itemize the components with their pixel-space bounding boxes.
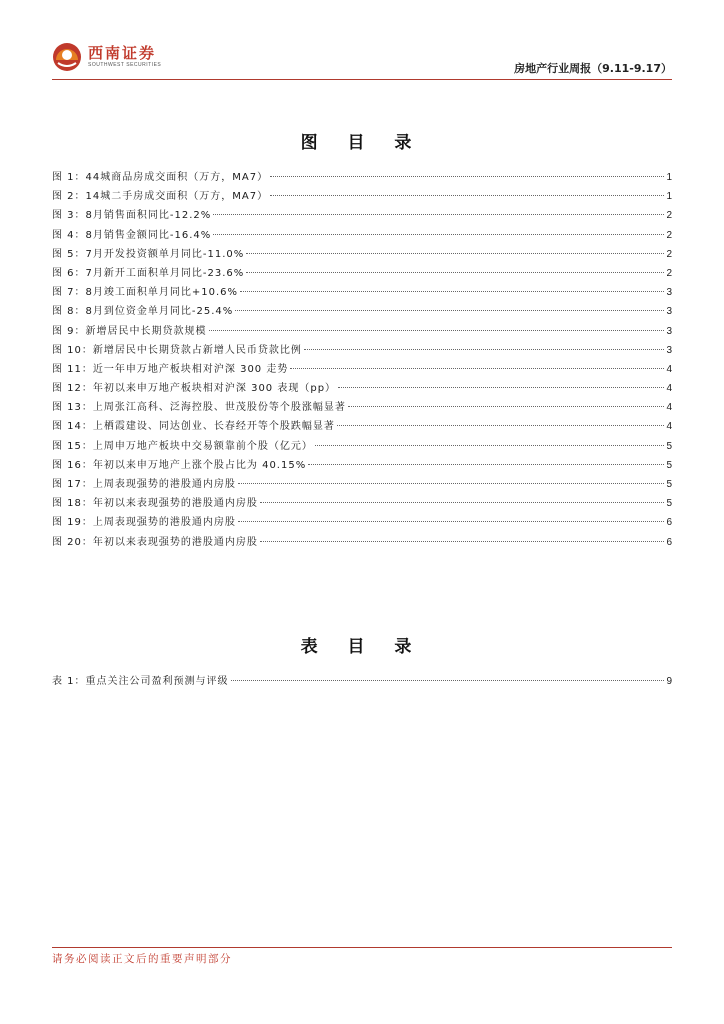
figure-toc-entry-label: 图 1：44城商品房成交面积（万方，MA7） <box>52 172 269 183</box>
figure-toc-entry[interactable] <box>52 456 672 475</box>
figure-toc-entry-page-number: 2 <box>666 267 672 279</box>
figure-toc-entry[interactable] <box>52 379 672 398</box>
dot-leader <box>304 349 665 350</box>
figure-toc-entry-page-number: 3 <box>666 306 672 318</box>
figure-toc-entry-page-number: 5 <box>666 440 672 452</box>
figure-toc-entry[interactable] <box>52 245 672 264</box>
figure-toc-entry-label: 图 4：8月销售金额同比-16.4% <box>52 229 212 241</box>
header-divider <box>52 79 672 80</box>
dot-leader <box>213 234 664 235</box>
table-toc-entry[interactable] <box>52 672 672 691</box>
figure-list-title: 图 目 录 <box>300 133 424 153</box>
figure-toc-entry-page-number: 4 <box>666 383 672 395</box>
figure-toc-entry-page-number: 2 <box>666 210 672 222</box>
figure-toc-entry[interactable] <box>52 168 672 187</box>
figure-toc-entry[interactable] <box>52 302 672 321</box>
figure-toc-entry[interactable] <box>52 187 672 206</box>
dot-leader <box>338 387 664 388</box>
figure-toc-entry-label: 图 18：年初以来表现强势的港股通内房股 <box>52 498 258 510</box>
table-list <box>52 672 672 691</box>
figure-toc-entry-label: 图 2：14城二手房成交面积（万方，MA7） <box>52 191 269 203</box>
dot-leader <box>315 445 665 446</box>
figure-toc-entry-label: 图 15：上周申万地产板块中交易额靠前个股（亿元） <box>52 440 313 452</box>
figure-toc-entry[interactable] <box>52 533 672 552</box>
dot-leader <box>308 464 664 465</box>
figure-toc-entry-label: 图 13：上周张江高科、泛海控股、世茂股份等个股涨幅显著 <box>52 402 346 414</box>
figure-toc-entry[interactable] <box>52 283 672 302</box>
figure-toc-entry[interactable] <box>52 264 672 283</box>
figure-toc-entry-page-number: 5 <box>666 479 672 490</box>
logo-english-name: SOUTHWEST SECURITIES <box>88 62 162 68</box>
dot-leader <box>231 680 665 681</box>
company-logo <box>52 42 161 72</box>
dot-leader <box>235 310 664 311</box>
figure-toc-entry-label: 图 19：上周表现强势的港股通内房股 <box>52 517 236 529</box>
figure-toc-entry-label: 图 11：近一年申万地产板块相对沪深 300 走势 <box>52 363 289 375</box>
dot-leader <box>348 406 665 407</box>
figure-toc-entry-label: 图 3：8月销售面积同比-12.2% <box>52 210 212 222</box>
figure-toc-entry-page-number: 1 <box>666 191 672 203</box>
figure-toc-entry-label: 图 12：年初以来申万地产板块相对沪深 300 表现（pp） <box>52 383 337 395</box>
dot-leader <box>260 541 665 542</box>
dot-leader <box>240 291 664 292</box>
dot-leader <box>238 521 665 522</box>
figure-toc-entry[interactable] <box>52 494 672 513</box>
figure-toc-entry[interactable] <box>52 206 672 225</box>
figure-toc-entry-page-number: 1 <box>666 172 672 183</box>
figure-toc-entry-label: 图 20：年初以来表现强势的港股通内房股 <box>52 536 258 548</box>
figure-toc-entry-page-number: 6 <box>666 536 672 548</box>
table-list-title: 表 目 录 <box>300 637 424 657</box>
figure-toc-entry[interactable] <box>52 513 672 532</box>
figure-toc-entry[interactable] <box>52 437 672 456</box>
figure-toc-entry-page-number: 2 <box>666 229 672 241</box>
figure-toc-entry-label: 图 14：上栖霞建设、同达创业、长春经开等个股跌幅显著 <box>52 421 335 433</box>
figure-toc-entry[interactable] <box>52 398 672 417</box>
dot-leader <box>209 330 665 331</box>
dot-leader <box>213 214 664 215</box>
dot-leader <box>270 195 664 196</box>
dot-leader <box>270 176 664 177</box>
figure-list <box>52 168 672 552</box>
figure-toc-entry-page-number: 5 <box>666 498 672 510</box>
dot-leader <box>260 502 665 503</box>
figure-toc-entry-label: 图 8：8月到位资金单月同比-25.4% <box>52 306 234 318</box>
figure-toc-entry-page-number: 6 <box>666 517 672 529</box>
figure-toc-entry-page-number: 5 <box>666 459 672 471</box>
figure-toc-entry-page-number: 4 <box>666 421 672 433</box>
figure-toc-entry[interactable] <box>52 341 672 360</box>
dot-leader <box>238 483 665 484</box>
figure-toc-entry-page-number: 4 <box>666 363 672 375</box>
figure-toc-entry[interactable] <box>52 226 672 245</box>
dot-leader <box>246 253 664 254</box>
figure-toc-entry-label: 图 6：7月新开工面积单月同比-23.6% <box>52 267 245 279</box>
figure-toc-entry[interactable] <box>52 475 672 494</box>
figure-toc-entry[interactable] <box>52 360 672 379</box>
footer-divider <box>52 947 672 948</box>
figure-toc-entry-label: 图 16：年初以来申万地产上涨个股占比为 40.15% <box>52 459 307 471</box>
disclaimer-note: 请务必阅读正文后的重要声明部分 <box>52 953 232 965</box>
logo-emblem-icon <box>52 42 82 72</box>
logo-chinese-name: 西南证券 <box>88 44 157 62</box>
figure-toc-entry-page-number: 3 <box>666 325 672 337</box>
figure-toc-entry-page-number: 3 <box>666 287 672 299</box>
dot-leader <box>246 272 664 273</box>
figure-toc-entry-page-number: 4 <box>666 402 672 414</box>
page-header <box>52 40 672 80</box>
table-toc-entry-label: 表 1：重点关注公司盈利预测与评级 <box>52 676 229 687</box>
figure-toc-entry-label: 图 10：新增居民中长期贷款占新增人民币贷款比例 <box>52 344 302 356</box>
figure-toc-entry-page-number: 3 <box>666 344 672 356</box>
figure-toc-entry[interactable] <box>52 322 672 341</box>
dot-leader <box>290 368 664 369</box>
report-title: 房地产行业周报（9.11-9.17） <box>514 62 672 75</box>
dot-leader <box>337 425 665 426</box>
figure-toc-entry-label: 图 9：新增居民中长期贷款规模 <box>52 325 207 337</box>
table-toc-entry-page-number: 9 <box>666 676 672 687</box>
figure-toc-entry-page-number: 2 <box>666 248 672 260</box>
figure-toc-entry-label: 图 17：上周表现强势的港股通内房股 <box>52 479 236 490</box>
figure-toc-entry-label: 图 5：7月开发投资额单月同比-11.0% <box>52 248 245 260</box>
figure-toc-entry-label: 图 7：8月竣工面积单月同比+10.6% <box>52 287 239 299</box>
figure-toc-entry[interactable] <box>52 417 672 436</box>
